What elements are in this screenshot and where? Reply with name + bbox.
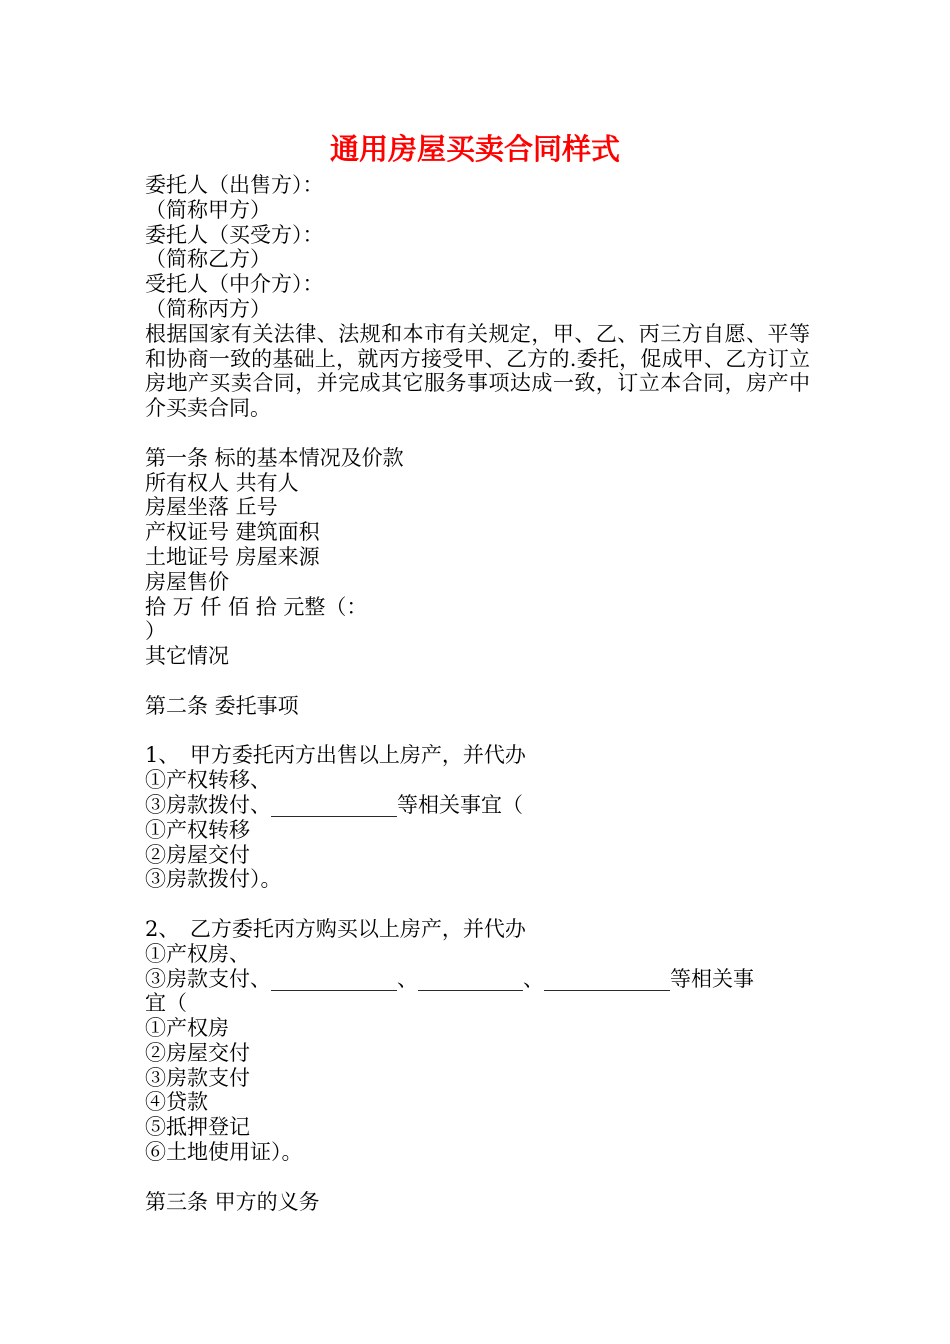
article-1-line: 其它情况 — [145, 644, 229, 669]
spacer — [145, 892, 810, 917]
article-3-heading: 第三条 甲方的义务 — [145, 1189, 320, 1214]
document-title: 通用房屋买卖合同样式 — [329, 132, 620, 166]
party-seller-short: （简称甲方） — [145, 197, 271, 222]
spacer — [145, 669, 810, 694]
article-2-item-1-line: ③房款拨付、____________等相关事宜（ — [145, 792, 523, 817]
article-2-item-2-line: ②房屋交付 — [145, 1040, 250, 1065]
article-1-line: 房屋坐落 丘号 — [145, 495, 278, 520]
party-buyer-short: （简称乙方） — [145, 247, 271, 272]
spacer — [145, 719, 810, 744]
article-2-item-2-line: 2、 乙方委托丙方购买以上房产，并代办 — [145, 916, 526, 941]
article-2-item-1-line: 1、 甲方委托丙方出售以上房产，并代办 — [145, 743, 526, 768]
party-seller: 委托人（出售方）： — [145, 173, 324, 197]
article-1-line: 土地证号 房屋来源 — [145, 544, 320, 569]
article-2-item-2-line: 宜（ — [145, 991, 187, 1016]
article-2-item-1-line: ①产权转移、 — [145, 768, 271, 793]
article-1-line: 房屋售价 — [145, 569, 229, 594]
article-1-line: 所有权人 共有人 — [145, 470, 299, 495]
party-agent-short: （简称丙方） — [145, 296, 271, 321]
article-2-item-2-line: ③房款支付、____________、__________、____________等相关事 — [145, 966, 754, 991]
article-1-line: 拾 万 仟 佰 拾 元整（： — [145, 594, 368, 619]
preamble-paragraph: 根据国家有关法律、法规和本市有关规定，甲、乙、丙三方自愿、平等和协商一致的基础上，就丙方接受甲、乙方的.委托，促成甲、乙方订立房地产买卖合同，并完成其它服务事项达成一致，订立本合同，房产中介买卖合同。 — [145, 321, 810, 421]
article-2-item-2-line: ③房款支付 — [145, 1065, 250, 1090]
spacer — [145, 1165, 810, 1190]
article-2-item-1-line: ①产权转移 — [145, 817, 250, 842]
document-body — [145, 173, 810, 1214]
article-2-item-2-line: ①产权房、 — [145, 941, 250, 966]
article-2-item-1-line: ②房屋交付 — [145, 842, 250, 867]
party-buyer: 委托人（买受方）： — [145, 222, 324, 247]
article-1-heading: 第一条 标的基本情况及价款 — [145, 445, 404, 470]
article-2-item-2-line: ⑥土地使用证）。 — [145, 1140, 303, 1165]
party-agent: 受托人（中介方）： — [145, 272, 324, 297]
article-2-item-2-line: ⑤抵押登记 — [145, 1115, 250, 1140]
article-1-line: 产权证号 建筑面积 — [145, 520, 320, 545]
article-2-heading: 第二条 委托事项 — [145, 693, 299, 718]
article-2-item-2-line: ①产权房 — [145, 1016, 229, 1041]
article-2-item-2-line: ④贷款 — [145, 1090, 208, 1115]
article-1-line: ） — [145, 619, 166, 644]
spacer — [145, 421, 810, 446]
article-2-item-1-line: ③房款拨付）。 — [145, 867, 282, 892]
